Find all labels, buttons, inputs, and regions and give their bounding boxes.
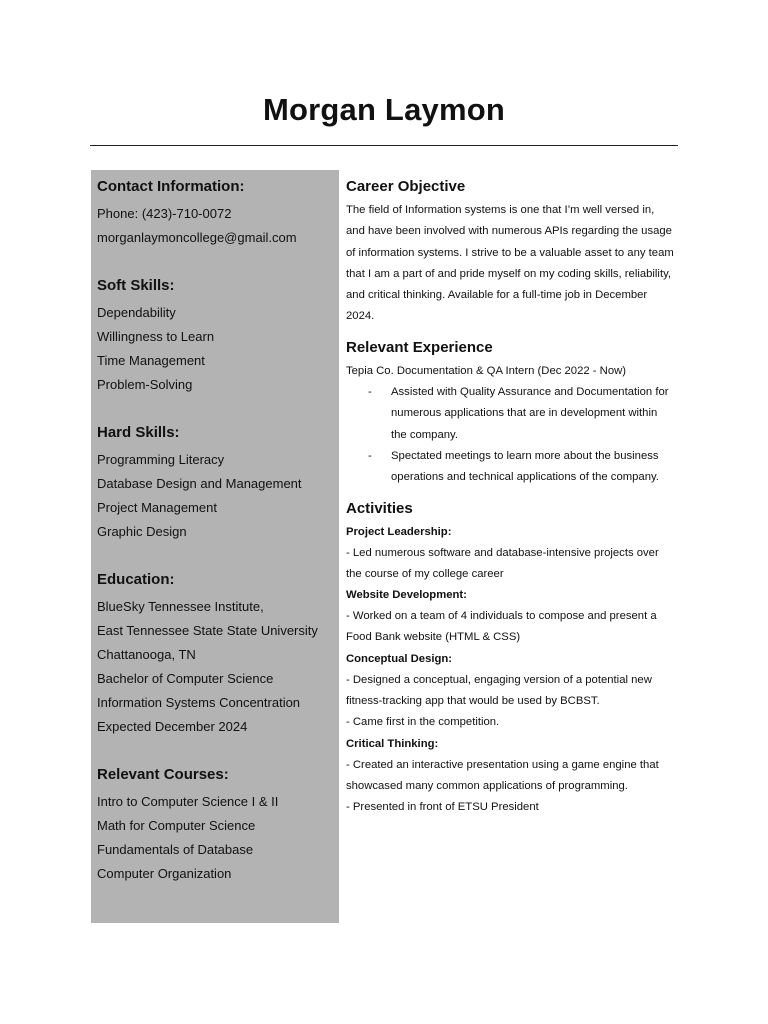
education-item: Chattanooga, TN	[97, 647, 196, 662]
activity-line: - Designed a conceptual, engaging version of a potential new fitness-tracking app that would be used by BCBST.	[346, 673, 652, 708]
education-section	[97, 570, 333, 739]
contact-phone: Phone: (423)-710-0072	[97, 206, 232, 221]
hard-skill-item: Project Management	[97, 500, 217, 515]
title-divider	[90, 145, 678, 146]
hard-skills-heading: Hard Skills:	[97, 424, 180, 441]
experience-heading: Relevant Experience	[346, 338, 493, 356]
education-item: Bachelor of Computer Science	[97, 671, 274, 686]
activity-line: - Worked on a team of 4 individuals to compose and present a Food Bank website (HTML & CSS)	[346, 610, 657, 644]
soft-skill-item: Time Management	[97, 353, 205, 368]
education-item: Expected December 2024	[97, 719, 248, 734]
contact-email: morganlaymoncollege@gmail.com	[97, 230, 297, 245]
main-column	[346, 170, 676, 829]
education-item: East Tennessee State State University	[97, 623, 318, 638]
activities-heading: Activities	[346, 499, 413, 517]
activities-section	[346, 499, 676, 819]
activity-item	[346, 585, 676, 649]
page-title: Morgan Laymon	[262, 92, 505, 127]
education-item: BlueSky Tennessee Institute,	[97, 599, 264, 614]
activity-line: - Led numerous software and database-intensive projects over the course of my college career	[346, 546, 659, 580]
activity-line: - Created an interactive presentation using a game engine that showcased many common applications of programming.	[346, 758, 659, 792]
hard-skill-item: Graphic Design	[97, 524, 187, 539]
contact-section	[97, 177, 333, 250]
course-item: Intro to Computer Science I & II	[97, 794, 279, 809]
bullet-dash: -	[368, 449, 372, 462]
career-objective-heading: Career Objective	[346, 178, 466, 195]
activity-title: Conceptual Design:	[346, 652, 453, 665]
activity-item	[346, 522, 676, 586]
soft-skills-heading: Soft Skills:	[97, 277, 175, 294]
experience-bullet-text: Spectated meetings to learn more about the business operations and technical applications of the company.	[391, 449, 659, 484]
course-item: Math for Computer Science	[97, 818, 256, 833]
hard-skill-item: Database Design and Management	[97, 476, 302, 491]
soft-skill-item: Problem-Solving	[97, 377, 193, 392]
experience-bullet-text: Assisted with Quality Assurance and Documentation for numerous applications that are in development within the company.	[391, 386, 669, 441]
activity-title: Project Leadership:	[346, 525, 452, 538]
course-item: Computer Organization	[97, 866, 232, 881]
activity-line: - Presented in front of ETSU President	[346, 801, 539, 814]
courses-section	[97, 765, 333, 886]
contact-heading: Contact Information:	[97, 178, 245, 195]
activity-item	[346, 734, 676, 819]
hard-skills-section	[97, 423, 333, 544]
bullet-dash: -	[368, 386, 372, 399]
education-heading: Education:	[97, 571, 175, 588]
hard-skill-item: Programming Literacy	[97, 452, 225, 467]
experience-bullet	[346, 382, 676, 446]
activity-title: Critical Thinking:	[346, 737, 439, 750]
soft-skills-section	[97, 276, 333, 397]
experience-bullets	[346, 382, 676, 488]
sidebar	[91, 170, 339, 923]
experience-role: Tepia Co. Documentation & QA Intern (Dec 2022 - Now)	[346, 364, 627, 377]
activity-title: Website Development:	[346, 589, 467, 602]
experience-section	[346, 338, 676, 489]
soft-skill-item: Dependability	[97, 305, 176, 320]
courses-heading: Relevant Courses:	[97, 766, 229, 783]
career-objective-text: The field of Information systems is one that I’m well versed in, and have been involved with numerous APIs regarding the usage of information systems. I strive to be a valuable asset to any team that I am a part of and pride myself on my coding skills, reliability, and critical thinking. Available for a full-time job in December 2024.	[346, 204, 674, 323]
soft-skill-item: Willingness to Learn	[97, 329, 215, 344]
experience-bullet	[346, 446, 676, 489]
career-objective-section	[346, 177, 676, 328]
activity-line: - Came first in the competition.	[346, 716, 500, 729]
course-item: Fundamentals of Database	[97, 842, 254, 857]
activity-item	[346, 649, 676, 734]
education-item: Information Systems Concentration	[97, 695, 301, 710]
